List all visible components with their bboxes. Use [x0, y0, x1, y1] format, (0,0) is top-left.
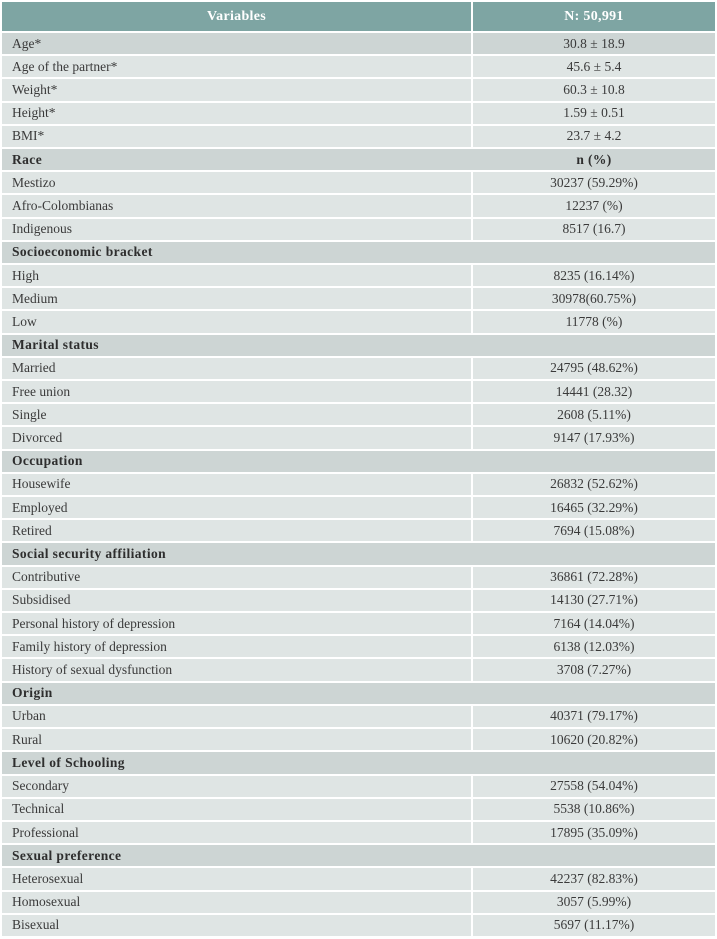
section-title: Race — [2, 149, 471, 170]
table-row — [2, 404, 715, 425]
section-title: Origin — [2, 683, 471, 704]
value-cell — [471, 335, 715, 356]
variable-label: Rural — [2, 729, 471, 750]
section-header-row — [2, 242, 715, 263]
table-row — [2, 311, 715, 332]
value-cell: 14130 (27.71%) — [471, 590, 715, 611]
section-title: Level of Schooling — [2, 752, 471, 773]
value-cell: 30978(60.75%) — [471, 288, 715, 309]
table-row — [2, 497, 715, 518]
table-row — [2, 172, 715, 193]
value-cell: 10620 (20.82%) — [471, 729, 715, 750]
table-row — [2, 915, 715, 936]
value-cell: 9147 (17.93%) — [471, 427, 715, 448]
table-row — [2, 729, 715, 750]
table-row — [2, 590, 715, 611]
variable-label: Married — [2, 358, 471, 379]
table-row — [2, 103, 715, 124]
value-cell: 7164 (14.04%) — [471, 613, 715, 634]
section-title: Marital status — [2, 335, 471, 356]
table-row — [2, 79, 715, 100]
table-row — [2, 776, 715, 797]
section-title: Sexual preference — [2, 845, 471, 866]
variable-label: Urban — [2, 706, 471, 727]
value-cell: 30.8 ± 18.9 — [471, 33, 715, 54]
value-cell: 36861 (72.28%) — [471, 567, 715, 588]
value-cell: n (%) — [471, 149, 715, 170]
value-cell: 8235 (16.14%) — [471, 265, 715, 286]
section-header-row — [2, 752, 715, 773]
variable-label: Medium — [2, 288, 471, 309]
value-cell: 6138 (12.03%) — [471, 636, 715, 657]
variable-label: Housewife — [2, 474, 471, 495]
value-cell: 7694 (15.08%) — [471, 520, 715, 541]
variable-label: BMI* — [2, 126, 471, 147]
variable-label: Single — [2, 404, 471, 425]
table-row — [2, 520, 715, 541]
variable-label: Mestizo — [2, 172, 471, 193]
table-row — [2, 892, 715, 913]
variable-label: Indigenous — [2, 219, 471, 240]
variable-label: Age of the partner* — [2, 56, 471, 77]
table-row — [2, 195, 715, 216]
variable-label: Secondary — [2, 776, 471, 797]
value-cell: 40371 (79.17%) — [471, 706, 715, 727]
table-row — [2, 799, 715, 820]
table-row — [2, 381, 715, 402]
value-cell: 3057 (5.99%) — [471, 892, 715, 913]
section-title: Social security affiliation — [2, 543, 471, 564]
table-row — [2, 126, 715, 147]
variable-label: Professional — [2, 822, 471, 843]
table-row — [2, 288, 715, 309]
variable-label: Bisexual — [2, 915, 471, 936]
section-header-row — [2, 543, 715, 564]
value-cell: 60.3 ± 10.8 — [471, 79, 715, 100]
table-row — [2, 659, 715, 680]
value-cell — [471, 451, 715, 472]
variable-label: Retired — [2, 520, 471, 541]
table-row — [2, 474, 715, 495]
table-row — [2, 427, 715, 448]
variable-label: Heterosexual — [2, 868, 471, 889]
value-cell: 30237 (59.29%) — [471, 172, 715, 193]
section-header-row — [2, 845, 715, 866]
value-cell: 23.7 ± 4.2 — [471, 126, 715, 147]
table-row — [2, 706, 715, 727]
table-row — [2, 868, 715, 889]
value-cell: 16465 (32.29%) — [471, 497, 715, 518]
value-cell: 1.59 ± 0.51 — [471, 103, 715, 124]
variable-label: Personal history of depression — [2, 613, 471, 634]
value-cell — [471, 242, 715, 263]
table-row — [2, 56, 715, 77]
section-header-row — [2, 335, 715, 356]
table-row — [2, 636, 715, 657]
value-cell: 45.6 ± 5.4 — [471, 56, 715, 77]
table-row — [2, 219, 715, 240]
variable-label: Free union — [2, 381, 471, 402]
variable-label: High — [2, 265, 471, 286]
value-cell: 17895 (35.09%) — [471, 822, 715, 843]
value-cell: 42237 (82.83%) — [471, 868, 715, 889]
variable-label: History of sexual dysfunction — [2, 659, 471, 680]
variable-label: Age* — [2, 33, 471, 54]
value-cell: 5538 (10.86%) — [471, 799, 715, 820]
n-total-column-header: N: 50,991 — [471, 2, 715, 31]
variable-label: Contributive — [2, 567, 471, 588]
section-header-row — [2, 683, 715, 704]
variable-label: Subsidised — [2, 590, 471, 611]
value-cell — [471, 752, 715, 773]
table-row — [2, 33, 715, 54]
table-row — [2, 265, 715, 286]
variable-label: Height* — [2, 103, 471, 124]
section-header-row — [2, 451, 715, 472]
section-header-row — [2, 149, 715, 170]
variable-label: Weight* — [2, 79, 471, 100]
variables-column-header: Variables — [2, 2, 471, 31]
value-cell — [471, 845, 715, 866]
section-title: Occupation — [2, 451, 471, 472]
variable-label: Low — [2, 311, 471, 332]
value-cell: 2608 (5.11%) — [471, 404, 715, 425]
table-row — [2, 567, 715, 588]
table-row — [2, 613, 715, 634]
value-cell: 8517 (16.7) — [471, 219, 715, 240]
table-row — [2, 822, 715, 843]
variable-label: Technical — [2, 799, 471, 820]
variable-label: Family history of depression — [2, 636, 471, 657]
variable-label: Homosexual — [2, 892, 471, 913]
section-title: Socioeconomic bracket — [2, 242, 471, 263]
value-cell: 24795 (48.62%) — [471, 358, 715, 379]
table-header-row — [2, 2, 715, 31]
value-cell: 5697 (11.17%) — [471, 915, 715, 936]
variable-label: Afro-Colombianas — [2, 195, 471, 216]
value-cell — [471, 683, 715, 704]
value-cell: 3708 (7.27%) — [471, 659, 715, 680]
value-cell: 11778 (%) — [471, 311, 715, 332]
value-cell: 26832 (52.62%) — [471, 474, 715, 495]
value-cell: 14441 (28.32) — [471, 381, 715, 402]
value-cell — [471, 543, 715, 564]
variable-label: Divorced — [2, 427, 471, 448]
variable-label: Employed — [2, 497, 471, 518]
value-cell: 27558 (54.04%) — [471, 776, 715, 797]
table-row — [2, 358, 715, 379]
value-cell: 12237 (%) — [471, 195, 715, 216]
